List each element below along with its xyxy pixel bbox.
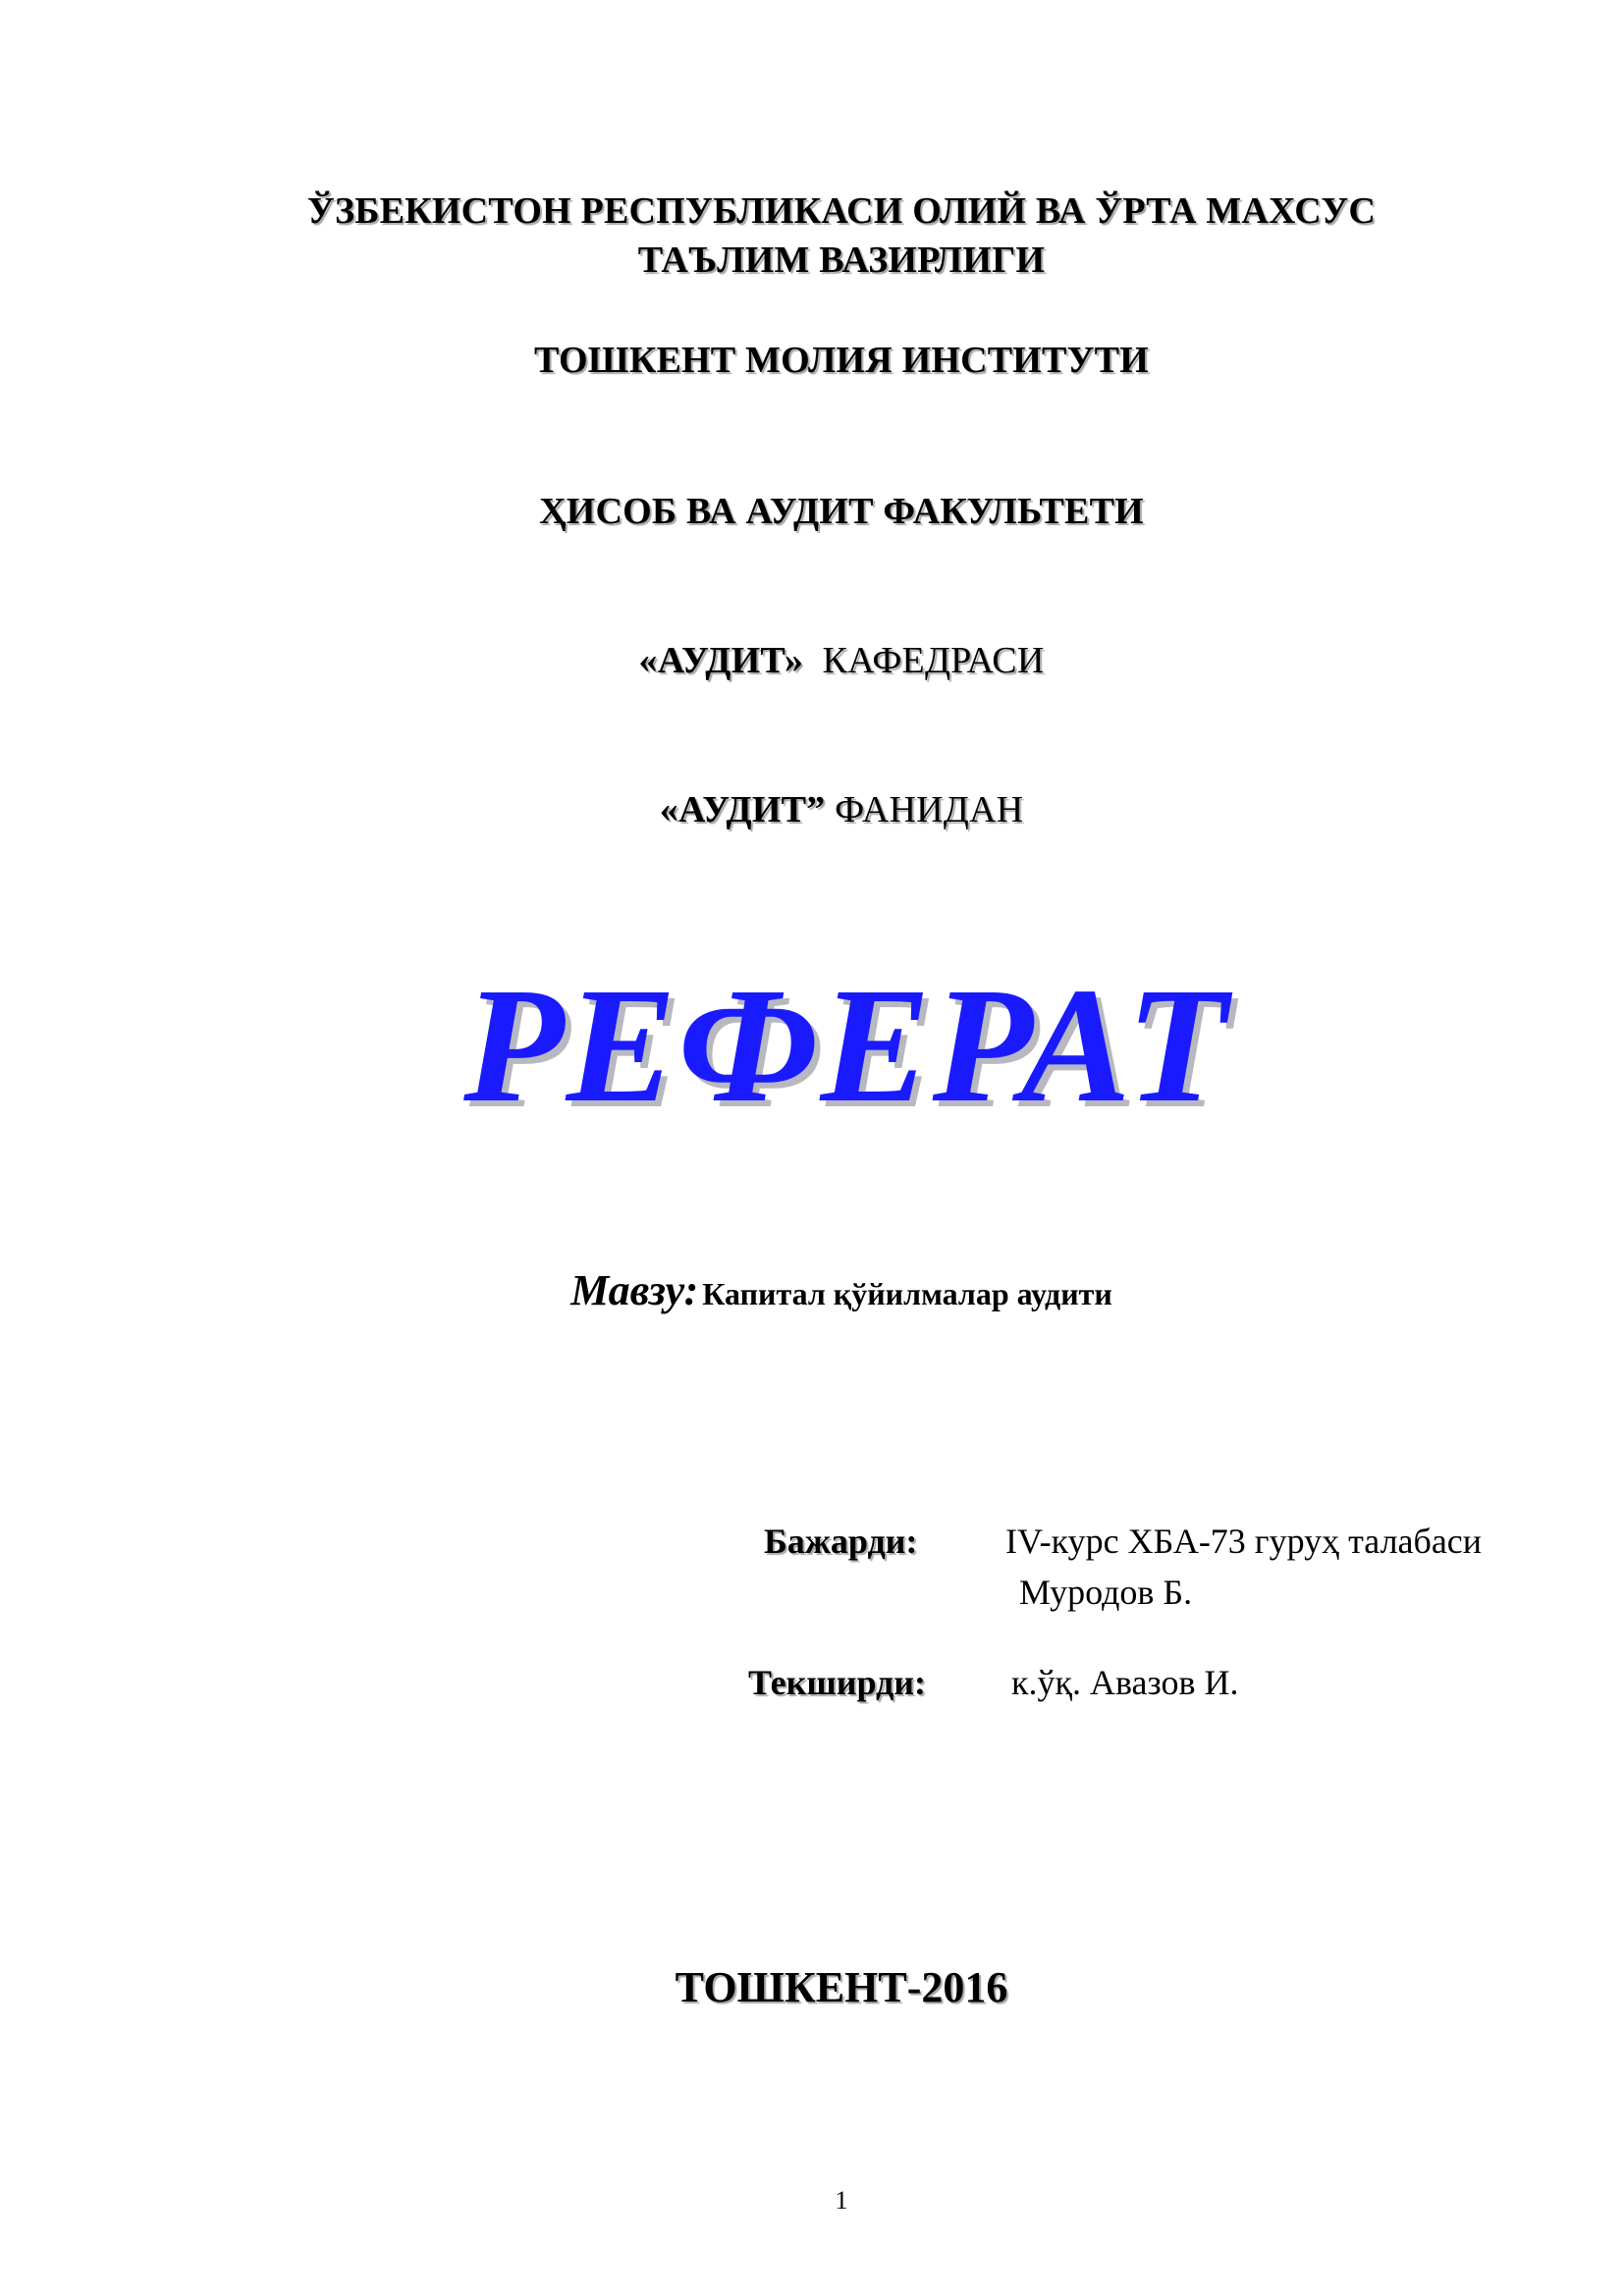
ministry-heading: [0, 187, 1624, 285]
ministry-line-1: ЎЗБЕКИСТОН РЕСПУБЛИКАСИ ОЛИЙ ВА ЎРТА МАХСУС: [306, 190, 1377, 232]
institute-heading: ТОШКЕНТ МОЛИЯ ИНСТИТУТИ: [534, 340, 1149, 381]
performed-by-label: Бажарди:: [764, 1522, 918, 1561]
subject-word: ФАНИДАН: [835, 789, 1024, 830]
department-name: «АУДИТ»: [638, 640, 804, 681]
performed-by-group: IV-курс ХБА-73 гуруҳ талабаси: [1005, 1522, 1483, 1561]
performed-by-block: [0, 1518, 1624, 1626]
page-number: 1: [835, 2186, 848, 2215]
document-title: РЕФЕРАТ: [463, 954, 1229, 1137]
performed-by-name: Муродов Б.: [1019, 1573, 1193, 1612]
topic-line: [0, 1261, 1624, 1330]
subject-name: «АУДИТ”: [659, 789, 826, 830]
city-year: ТОШКЕНТ-2016: [675, 1963, 1008, 2011]
department-word: КАФЕДРАСИ: [822, 640, 1045, 681]
faculty-heading: ҲИСОБ ВА АУДИТ ФАКУЛЬТЕТИ: [539, 491, 1144, 532]
checked-by-name: к.ўқ. Авазов И.: [1011, 1663, 1239, 1702]
checked-by-label: Текширди:: [748, 1663, 926, 1702]
ministry-line-2: ТАЪЛИМ ВАЗИРЛИГИ: [637, 240, 1046, 281]
topic-label: Мавзу:: [570, 1266, 699, 1314]
department-heading: [0, 636, 1624, 685]
checked-by-block: [0, 1659, 1624, 1708]
subject-heading: [0, 785, 1624, 834]
topic-value: Капитал қўйилмалар аудити: [702, 1276, 1112, 1311]
